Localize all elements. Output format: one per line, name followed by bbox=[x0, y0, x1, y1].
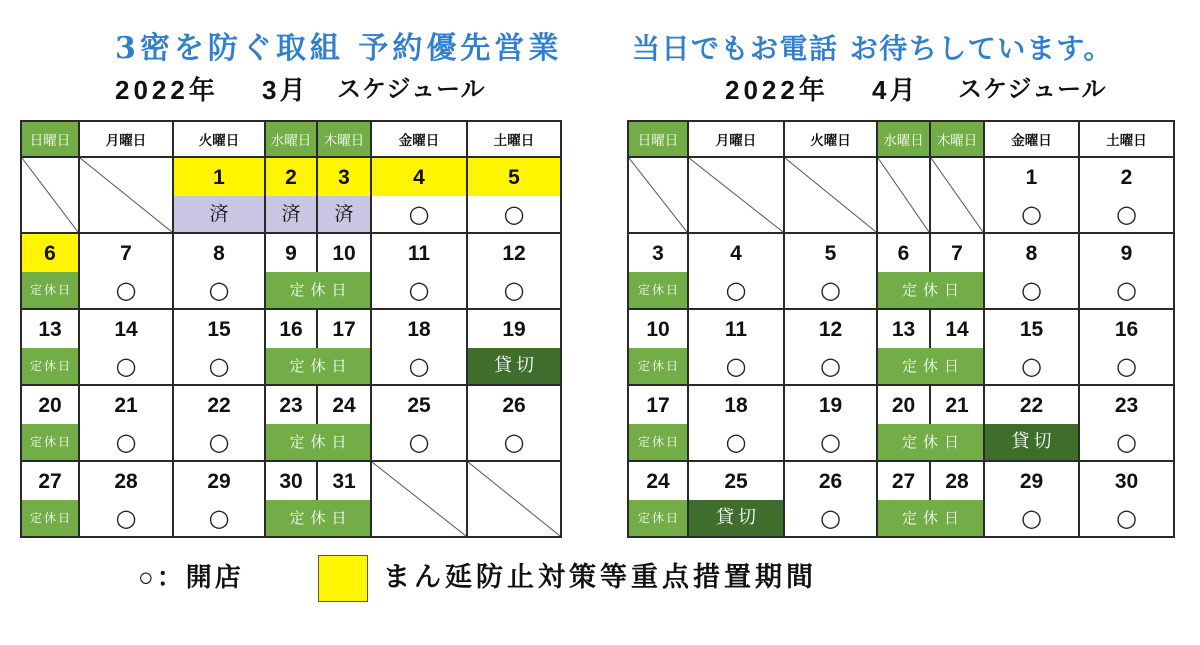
date-number: 13 bbox=[22, 310, 78, 348]
title-year: 2022年 bbox=[725, 75, 829, 105]
status-open-mark: ○ bbox=[985, 196, 1078, 232]
week-row-5 bbox=[22, 462, 560, 536]
status-closed-day: 定休日 bbox=[878, 348, 983, 384]
date-number: 11 bbox=[372, 234, 466, 272]
status-open-mark: ○ bbox=[985, 348, 1078, 384]
title-month: 3月 bbox=[262, 75, 309, 105]
weekday-header-monday: 月曜日 bbox=[80, 122, 172, 156]
date-number: 4 bbox=[689, 234, 783, 272]
date-number: 5 bbox=[468, 158, 560, 196]
date-number: 19 bbox=[468, 310, 560, 348]
date-number: 15 bbox=[985, 310, 1078, 348]
date-number: 6 bbox=[878, 234, 929, 272]
date-number: 5 bbox=[785, 234, 876, 272]
empty-day-cell bbox=[931, 158, 983, 232]
title-year: 2022年 bbox=[115, 75, 219, 105]
status-open-mark: ○ bbox=[689, 272, 783, 308]
date-number: 4 bbox=[372, 158, 466, 196]
date-number: 25 bbox=[689, 462, 783, 500]
status-open-mark: ○ bbox=[468, 424, 560, 460]
empty-day-cell bbox=[80, 158, 172, 232]
status-open-mark: ○ bbox=[80, 348, 172, 384]
status-closed-day: 定休日 bbox=[266, 348, 370, 384]
weekday-header-saturday: 土曜日 bbox=[468, 122, 560, 156]
status-open-mark: ○ bbox=[174, 348, 264, 384]
date-number: 9 bbox=[266, 234, 316, 272]
date-number: 17 bbox=[629, 386, 687, 424]
status-open-mark: ○ bbox=[785, 348, 876, 384]
date-number: 29 bbox=[985, 462, 1078, 500]
date-number: 7 bbox=[80, 234, 172, 272]
status-private-booking: 貸切 bbox=[689, 500, 783, 536]
date-number: 21 bbox=[80, 386, 172, 424]
date-number: 12 bbox=[785, 310, 876, 348]
empty-day-cell bbox=[689, 158, 783, 232]
slogan-reservation-priority: 3密を防ぐ取組 予約優先営業 bbox=[115, 31, 563, 66]
date-number: 8 bbox=[985, 234, 1078, 272]
status-closed-day: 定休日 bbox=[22, 500, 78, 536]
empty-day-cell bbox=[372, 462, 466, 536]
schedule-title-april bbox=[725, 73, 1105, 107]
status-open-mark: ○ bbox=[80, 272, 172, 308]
status-private-booking: 貸切 bbox=[468, 348, 560, 384]
empty-day-cell bbox=[22, 158, 78, 232]
legend-period-label: まん延防止対策等重点措置期間 bbox=[383, 562, 817, 592]
status-closed-day: 定休日 bbox=[878, 424, 983, 460]
date-number: 20 bbox=[22, 386, 78, 424]
status-open-mark: ○ bbox=[174, 424, 264, 460]
week-row-3 bbox=[22, 310, 560, 384]
week-row-2 bbox=[629, 234, 1173, 308]
date-number: 1 bbox=[985, 158, 1078, 196]
weekday-header-tuesday: 火曜日 bbox=[174, 122, 264, 156]
date-number: 10 bbox=[629, 310, 687, 348]
status-closed-day: 定休日 bbox=[629, 272, 687, 308]
status-closed-day: 定休日 bbox=[878, 500, 983, 536]
status-open-mark: ○ bbox=[689, 348, 783, 384]
week-row-1 bbox=[22, 158, 560, 232]
date-number: 24 bbox=[318, 386, 370, 424]
date-number: 14 bbox=[80, 310, 172, 348]
empty-day-cell bbox=[468, 462, 560, 536]
date-number: 23 bbox=[266, 386, 316, 424]
week-row-4 bbox=[629, 386, 1173, 460]
status-closed-day: 定休日 bbox=[22, 348, 78, 384]
status-closed-day: 定休日 bbox=[629, 348, 687, 384]
date-number: 28 bbox=[931, 462, 983, 500]
title-month: 4月 bbox=[872, 75, 919, 105]
date-number: 10 bbox=[318, 234, 370, 272]
schedule-title-march bbox=[115, 73, 495, 107]
date-number: 28 bbox=[80, 462, 172, 500]
date-number: 22 bbox=[985, 386, 1078, 424]
date-number: 16 bbox=[1080, 310, 1173, 348]
status-closed-day: 定休日 bbox=[629, 424, 687, 460]
status-done: 済 bbox=[318, 196, 370, 232]
date-number: 30 bbox=[266, 462, 316, 500]
date-number: 3 bbox=[318, 158, 370, 196]
date-number: 17 bbox=[318, 310, 370, 348]
date-number: 9 bbox=[1080, 234, 1173, 272]
status-open-mark: ○ bbox=[785, 272, 876, 308]
status-open-mark: ○ bbox=[80, 500, 172, 536]
date-number: 20 bbox=[878, 386, 929, 424]
status-open-mark: ○ bbox=[372, 196, 466, 232]
status-open-mark: ○ bbox=[174, 272, 264, 308]
status-closed-day: 定休日 bbox=[629, 500, 687, 536]
status-open-mark: ○ bbox=[80, 424, 172, 460]
status-done: 済 bbox=[266, 196, 316, 232]
date-number: 24 bbox=[629, 462, 687, 500]
status-closed-day: 定休日 bbox=[266, 424, 370, 460]
status-open-mark: ○ bbox=[372, 272, 466, 308]
status-closed-day: 定休日 bbox=[22, 424, 78, 460]
empty-day-cell bbox=[785, 158, 876, 232]
date-number: 2 bbox=[1080, 158, 1173, 196]
status-done: 済 bbox=[174, 196, 264, 232]
weekday-header-row bbox=[629, 122, 1173, 156]
empty-day-cell bbox=[629, 158, 687, 232]
status-closed-day: 定休日 bbox=[266, 272, 370, 308]
date-number: 18 bbox=[689, 386, 783, 424]
status-open-mark: ○ bbox=[785, 500, 876, 536]
date-number: 26 bbox=[468, 386, 560, 424]
date-number: 19 bbox=[785, 386, 876, 424]
date-number: 1 bbox=[174, 158, 264, 196]
weekday-header-monday: 月曜日 bbox=[689, 122, 783, 156]
status-open-mark: ○ bbox=[372, 424, 466, 460]
status-closed-day: 定休日 bbox=[266, 500, 370, 536]
status-open-mark: ○ bbox=[174, 500, 264, 536]
status-private-booking: 貸切 bbox=[985, 424, 1078, 460]
week-row-4 bbox=[22, 386, 560, 460]
date-number: 31 bbox=[318, 462, 370, 500]
date-number: 29 bbox=[174, 462, 264, 500]
slogan-phone-welcome: 当日でもお電話 お待ちしています。 bbox=[632, 32, 1114, 65]
status-closed-day: 定休日 bbox=[878, 272, 983, 308]
status-open-mark: ○ bbox=[985, 272, 1078, 308]
date-number: 6 bbox=[22, 234, 78, 272]
date-number: 3 bbox=[629, 234, 687, 272]
weekday-header-tuesday: 火曜日 bbox=[785, 122, 876, 156]
week-row-2 bbox=[22, 234, 560, 308]
date-number: 16 bbox=[266, 310, 316, 348]
status-open-mark: ○ bbox=[985, 500, 1078, 536]
date-number: 8 bbox=[174, 234, 264, 272]
weekday-header-sunday: 日曜日 bbox=[629, 122, 687, 156]
date-number: 14 bbox=[931, 310, 983, 348]
status-open-mark: ○ bbox=[1080, 348, 1173, 384]
weekday-header-wednesday: 水曜日 bbox=[878, 122, 929, 156]
status-open-mark: ○ bbox=[689, 424, 783, 460]
weekday-header-thursday: 木曜日 bbox=[931, 122, 983, 156]
date-number: 22 bbox=[174, 386, 264, 424]
status-open-mark: ○ bbox=[785, 424, 876, 460]
date-number: 18 bbox=[372, 310, 466, 348]
date-number: 23 bbox=[1080, 386, 1173, 424]
legend-open-label: ○：開店 bbox=[138, 562, 244, 592]
calendar-march bbox=[20, 120, 562, 538]
date-number: 26 bbox=[785, 462, 876, 500]
weekday-header-friday: 金曜日 bbox=[985, 122, 1078, 156]
week-row-1 bbox=[629, 158, 1173, 232]
empty-day-cell bbox=[878, 158, 929, 232]
date-number: 30 bbox=[1080, 462, 1173, 500]
weekday-header-saturday: 土曜日 bbox=[1080, 122, 1173, 156]
date-number: 15 bbox=[174, 310, 264, 348]
status-open-mark: ○ bbox=[372, 348, 466, 384]
weekday-header-wednesday: 水曜日 bbox=[266, 122, 316, 156]
title-schedule-label: スケジュール bbox=[958, 76, 1107, 103]
date-number: 11 bbox=[689, 310, 783, 348]
status-closed-day: 定休日 bbox=[22, 272, 78, 308]
status-open-mark: ○ bbox=[1080, 500, 1173, 536]
date-number: 25 bbox=[372, 386, 466, 424]
date-number: 13 bbox=[878, 310, 929, 348]
weekday-header-row bbox=[22, 122, 560, 156]
status-open-mark: ○ bbox=[1080, 272, 1173, 308]
status-open-mark: ○ bbox=[468, 196, 560, 232]
date-number: 7 bbox=[931, 234, 983, 272]
weekday-header-friday: 金曜日 bbox=[372, 122, 466, 156]
date-number: 21 bbox=[931, 386, 983, 424]
title-schedule-label: スケジュール bbox=[337, 76, 486, 103]
legend-yellow-swatch bbox=[318, 555, 368, 602]
week-row-5 bbox=[629, 462, 1173, 536]
date-number: 27 bbox=[878, 462, 929, 500]
status-open-mark: ○ bbox=[1080, 196, 1173, 232]
week-row-3 bbox=[629, 310, 1173, 384]
date-number: 27 bbox=[22, 462, 78, 500]
weekday-header-sunday: 日曜日 bbox=[22, 122, 78, 156]
calendar-april bbox=[627, 120, 1175, 538]
status-open-mark: ○ bbox=[1080, 424, 1173, 460]
date-number: 2 bbox=[266, 158, 316, 196]
status-open-mark: ○ bbox=[468, 272, 560, 308]
date-number: 12 bbox=[468, 234, 560, 272]
weekday-header-thursday: 木曜日 bbox=[318, 122, 370, 156]
